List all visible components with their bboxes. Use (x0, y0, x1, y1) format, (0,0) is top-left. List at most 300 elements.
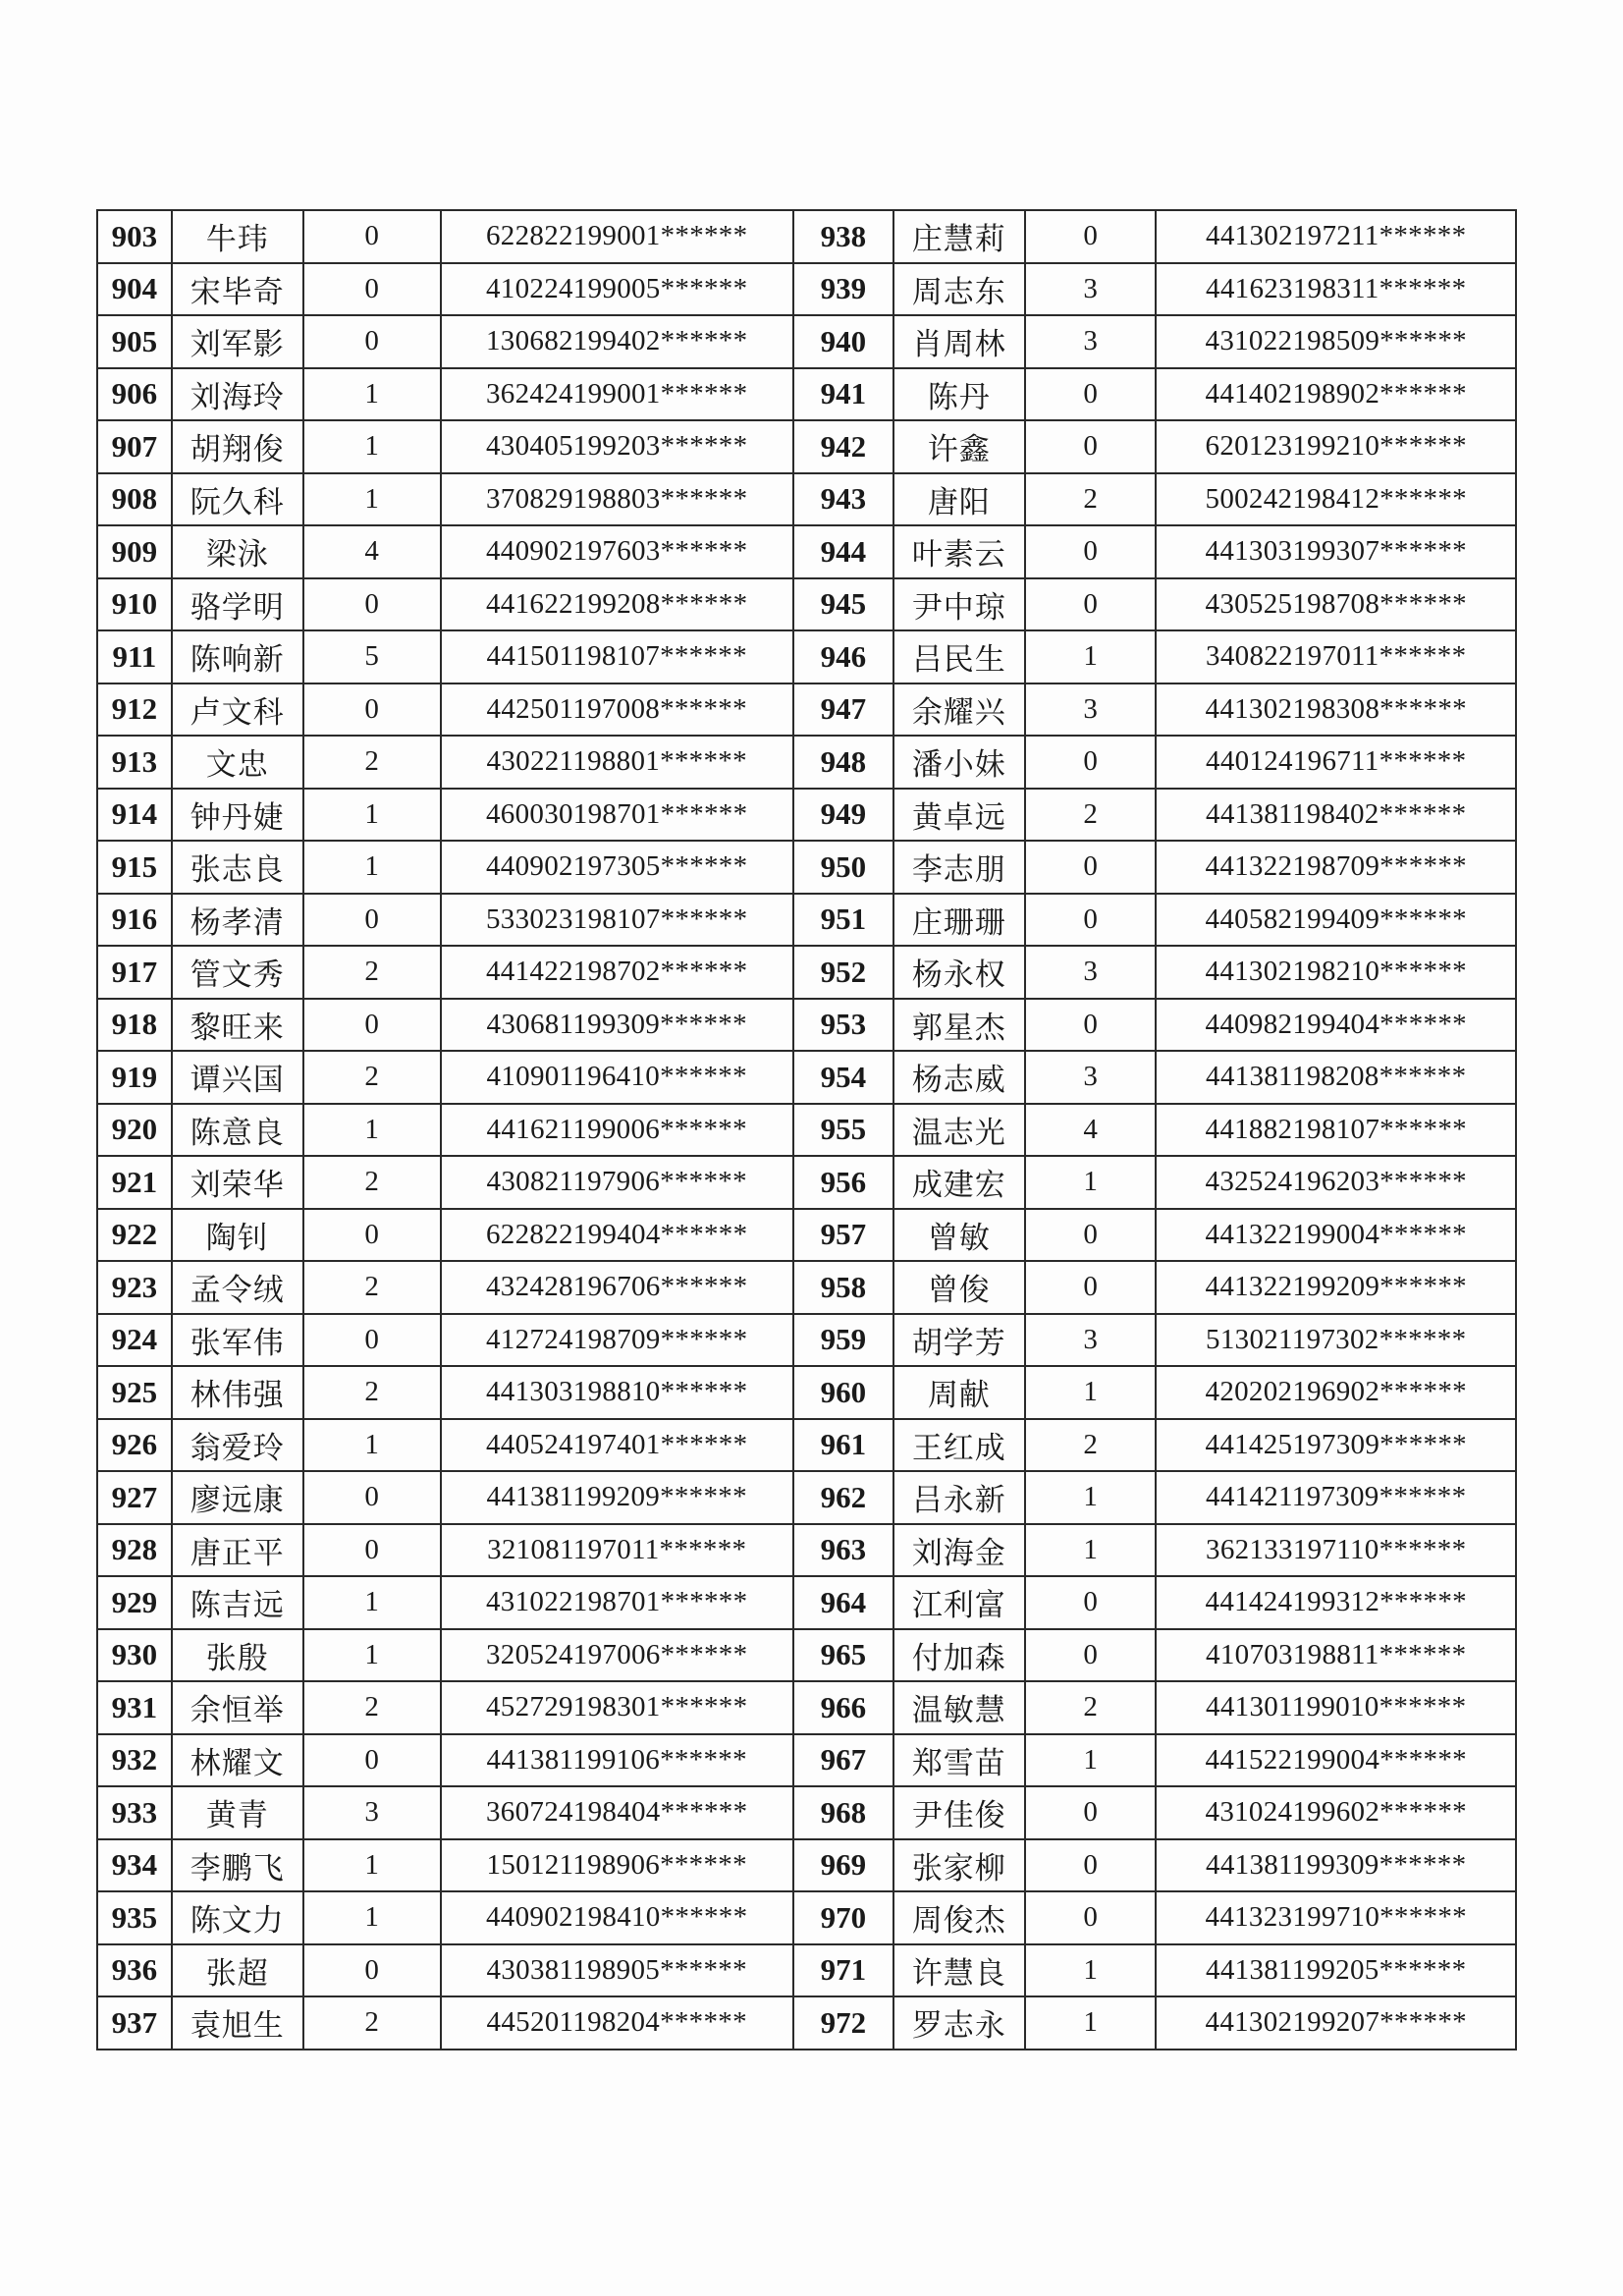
right-id-number-cell: 441425197309****** (1156, 1419, 1516, 1472)
right-person-name-cell: 郑雪苗 (893, 1734, 1025, 1787)
right-count-value-cell: 3 (1025, 1051, 1157, 1104)
left-count-value-cell: 0 (303, 999, 441, 1052)
left-record-number-cell: 907 (97, 420, 172, 473)
left-record-number-cell: 904 (97, 263, 172, 316)
table-row (97, 789, 1516, 842)
left-count-value-cell: 2 (303, 1156, 441, 1209)
table-row (97, 1524, 1516, 1577)
table-row (97, 1629, 1516, 1682)
left-id-number-cell: 622822199404****** (441, 1209, 793, 1262)
left-record-number-cell: 920 (97, 1104, 172, 1157)
right-record-number-cell: 966 (793, 1681, 893, 1734)
right-person-name-cell: 许慧良 (893, 1944, 1025, 1997)
right-count-value-cell: 0 (1025, 1261, 1157, 1314)
left-record-number-cell: 917 (97, 946, 172, 999)
right-id-number-cell: 441303199307****** (1156, 525, 1516, 578)
left-id-number-cell: 441422198702****** (441, 946, 793, 999)
right-id-number-cell: 513021197302****** (1156, 1314, 1516, 1367)
left-count-value-cell: 3 (303, 1786, 441, 1839)
table-row (97, 1051, 1516, 1104)
right-count-value-cell: 1 (1025, 630, 1157, 683)
table-row (97, 1366, 1516, 1419)
right-person-name-cell: 温敏慧 (893, 1681, 1025, 1734)
right-record-number-cell: 953 (793, 999, 893, 1052)
left-person-name-cell: 管文秀 (172, 946, 303, 999)
right-id-number-cell: 441381198402****** (1156, 789, 1516, 842)
left-count-value-cell: 0 (303, 894, 441, 947)
left-count-value-cell: 0 (303, 315, 441, 368)
right-person-name-cell: 周俊杰 (893, 1891, 1025, 1944)
right-person-name-cell: 张家柳 (893, 1839, 1025, 1892)
left-person-name-cell: 牛玮 (172, 210, 303, 263)
left-count-value-cell: 1 (303, 789, 441, 842)
right-id-number-cell: 441302199207****** (1156, 1996, 1516, 2050)
left-record-number-cell: 928 (97, 1524, 172, 1577)
right-count-value-cell: 0 (1025, 1786, 1157, 1839)
right-record-number-cell: 958 (793, 1261, 893, 1314)
left-person-name-cell: 袁旭生 (172, 1996, 303, 2050)
left-person-name-cell: 张志良 (172, 841, 303, 894)
left-id-number-cell: 320524197006****** (441, 1629, 793, 1682)
left-count-value-cell: 1 (303, 1629, 441, 1682)
right-person-name-cell: 吕民生 (893, 630, 1025, 683)
left-person-name-cell: 陈吉远 (172, 1576, 303, 1629)
right-person-name-cell: 成建宏 (893, 1156, 1025, 1209)
left-id-number-cell: 441381199106****** (441, 1734, 793, 1787)
right-count-value-cell: 1 (1025, 1366, 1157, 1419)
left-count-value-cell: 2 (303, 1681, 441, 1734)
left-id-number-cell: 430381198905****** (441, 1944, 793, 1997)
left-id-number-cell: 150121198906****** (441, 1839, 793, 1892)
left-count-value-cell: 1 (303, 473, 441, 526)
right-id-number-cell: 441322199209****** (1156, 1261, 1516, 1314)
right-count-value-cell: 0 (1025, 999, 1157, 1052)
left-id-number-cell: 442501197008****** (441, 683, 793, 737)
right-record-number-cell: 960 (793, 1366, 893, 1419)
right-record-number-cell: 950 (793, 841, 893, 894)
right-record-number-cell: 965 (793, 1629, 893, 1682)
right-count-value-cell: 3 (1025, 263, 1157, 316)
right-count-value-cell: 3 (1025, 683, 1157, 737)
right-count-value-cell: 2 (1025, 1681, 1157, 1734)
left-record-number-cell: 915 (97, 841, 172, 894)
right-person-name-cell: 李志朋 (893, 841, 1025, 894)
right-person-name-cell: 尹中琼 (893, 578, 1025, 631)
right-record-number-cell: 942 (793, 420, 893, 473)
right-person-name-cell: 陈丹 (893, 368, 1025, 421)
right-person-name-cell: 杨永权 (893, 946, 1025, 999)
left-id-number-cell: 410224199005****** (441, 263, 793, 316)
left-person-name-cell: 陈意良 (172, 1104, 303, 1157)
right-record-number-cell: 943 (793, 473, 893, 526)
left-record-number-cell: 930 (97, 1629, 172, 1682)
right-count-value-cell: 0 (1025, 1209, 1157, 1262)
left-record-number-cell: 921 (97, 1156, 172, 1209)
left-record-number-cell: 914 (97, 789, 172, 842)
left-id-number-cell: 441622199208****** (441, 578, 793, 631)
left-record-number-cell: 936 (97, 1944, 172, 1997)
right-count-value-cell: 1 (1025, 1156, 1157, 1209)
left-record-number-cell: 912 (97, 683, 172, 737)
left-count-value-cell: 1 (303, 1104, 441, 1157)
left-count-value-cell: 1 (303, 1891, 441, 1944)
table-row (97, 1891, 1516, 1944)
left-person-name-cell: 文忠 (172, 736, 303, 789)
left-person-name-cell: 宋毕奇 (172, 263, 303, 316)
table-row (97, 1209, 1516, 1262)
table-row (97, 420, 1516, 473)
right-person-name-cell: 庄慧莉 (893, 210, 1025, 263)
right-id-number-cell: 441522199004****** (1156, 1734, 1516, 1787)
table-row (97, 894, 1516, 947)
table-row (97, 1996, 1516, 2050)
left-id-number-cell: 130682199402****** (441, 315, 793, 368)
left-person-name-cell: 翁爱玲 (172, 1419, 303, 1472)
left-id-number-cell: 430405199203****** (441, 420, 793, 473)
left-count-value-cell: 0 (303, 578, 441, 631)
right-record-number-cell: 962 (793, 1471, 893, 1524)
right-person-name-cell: 王红成 (893, 1419, 1025, 1472)
right-id-number-cell: 441623198311****** (1156, 263, 1516, 316)
left-id-number-cell: 362424199001****** (441, 368, 793, 421)
left-count-value-cell: 4 (303, 525, 441, 578)
left-count-value-cell: 1 (303, 841, 441, 894)
table-row (97, 473, 1516, 526)
left-person-name-cell: 阮久科 (172, 473, 303, 526)
left-person-name-cell: 杨孝清 (172, 894, 303, 947)
right-person-name-cell: 周献 (893, 1366, 1025, 1419)
right-record-number-cell: 971 (793, 1944, 893, 1997)
right-record-number-cell: 955 (793, 1104, 893, 1157)
left-count-value-cell: 5 (303, 630, 441, 683)
left-id-number-cell: 440902197305****** (441, 841, 793, 894)
right-id-number-cell: 410703198811****** (1156, 1629, 1516, 1682)
left-person-name-cell: 刘荣华 (172, 1156, 303, 1209)
right-person-name-cell: 郭星杰 (893, 999, 1025, 1052)
left-record-number-cell: 931 (97, 1681, 172, 1734)
left-person-name-cell: 梁泳 (172, 525, 303, 578)
left-person-name-cell: 余恒举 (172, 1681, 303, 1734)
left-record-number-cell: 909 (97, 525, 172, 578)
right-record-number-cell: 948 (793, 736, 893, 789)
right-count-value-cell: 0 (1025, 1839, 1157, 1892)
table-row (97, 1734, 1516, 1787)
right-record-number-cell: 949 (793, 789, 893, 842)
left-id-number-cell: 410901196410****** (441, 1051, 793, 1104)
left-record-number-cell: 929 (97, 1576, 172, 1629)
left-record-number-cell: 925 (97, 1366, 172, 1419)
left-person-name-cell: 林伟强 (172, 1366, 303, 1419)
right-record-number-cell: 956 (793, 1156, 893, 1209)
right-id-number-cell: 420202196902****** (1156, 1366, 1516, 1419)
table-row (97, 736, 1516, 789)
left-id-number-cell: 360724198404****** (441, 1786, 793, 1839)
left-count-value-cell: 0 (303, 683, 441, 737)
right-id-number-cell: 441402198902****** (1156, 368, 1516, 421)
left-record-number-cell: 903 (97, 210, 172, 263)
table-row (97, 1471, 1516, 1524)
right-record-number-cell: 972 (793, 1996, 893, 2050)
left-count-value-cell: 0 (303, 1209, 441, 1262)
right-id-number-cell: 500242198412****** (1156, 473, 1516, 526)
right-id-number-cell: 441882198107****** (1156, 1104, 1516, 1157)
left-person-name-cell: 刘军影 (172, 315, 303, 368)
left-person-name-cell: 陶钊 (172, 1209, 303, 1262)
right-person-name-cell: 胡学芳 (893, 1314, 1025, 1367)
table-row (97, 1944, 1516, 1997)
right-count-value-cell: 3 (1025, 315, 1157, 368)
table-row (97, 210, 1516, 263)
table-row (97, 1576, 1516, 1629)
left-person-name-cell: 廖远康 (172, 1471, 303, 1524)
right-count-value-cell: 1 (1025, 1471, 1157, 1524)
right-person-name-cell: 叶素云 (893, 525, 1025, 578)
right-id-number-cell: 440124196711****** (1156, 736, 1516, 789)
left-person-name-cell: 张超 (172, 1944, 303, 1997)
left-id-number-cell: 431022198701****** (441, 1576, 793, 1629)
table-row (97, 1156, 1516, 1209)
right-count-value-cell: 0 (1025, 1891, 1157, 1944)
left-count-value-cell: 2 (303, 1366, 441, 1419)
table-row (97, 1839, 1516, 1892)
left-count-value-cell: 1 (303, 1839, 441, 1892)
left-record-number-cell: 905 (97, 315, 172, 368)
left-person-name-cell: 孟令绒 (172, 1261, 303, 1314)
table-row (97, 1786, 1516, 1839)
right-person-name-cell: 吕永新 (893, 1471, 1025, 1524)
table-body (97, 210, 1516, 2050)
left-record-number-cell: 911 (97, 630, 172, 683)
right-count-value-cell: 3 (1025, 946, 1157, 999)
left-record-number-cell: 932 (97, 1734, 172, 1787)
table-row (97, 683, 1516, 737)
right-id-number-cell: 620123199210****** (1156, 420, 1516, 473)
table-row (97, 1261, 1516, 1314)
right-person-name-cell: 余耀兴 (893, 683, 1025, 737)
right-record-number-cell: 945 (793, 578, 893, 631)
left-count-value-cell: 0 (303, 1944, 441, 1997)
left-person-name-cell: 黄青 (172, 1786, 303, 1839)
right-id-number-cell: 441322199004****** (1156, 1209, 1516, 1262)
right-count-value-cell: 0 (1025, 894, 1157, 947)
right-id-number-cell: 440582199409****** (1156, 894, 1516, 947)
left-person-name-cell: 黎旺来 (172, 999, 303, 1052)
right-id-number-cell: 441381199205****** (1156, 1944, 1516, 1997)
right-count-value-cell: 1 (1025, 1524, 1157, 1577)
left-record-number-cell: 924 (97, 1314, 172, 1367)
right-person-name-cell: 唐阳 (893, 473, 1025, 526)
left-person-name-cell: 张殷 (172, 1629, 303, 1682)
left-person-name-cell: 谭兴国 (172, 1051, 303, 1104)
right-id-number-cell: 340822197011****** (1156, 630, 1516, 683)
right-count-value-cell: 0 (1025, 1576, 1157, 1629)
left-record-number-cell: 934 (97, 1839, 172, 1892)
right-id-number-cell: 430525198708****** (1156, 578, 1516, 631)
left-person-name-cell: 卢文科 (172, 683, 303, 737)
right-record-number-cell: 957 (793, 1209, 893, 1262)
left-id-number-cell: 430681199309****** (441, 999, 793, 1052)
left-count-value-cell: 1 (303, 368, 441, 421)
right-count-value-cell: 3 (1025, 1314, 1157, 1367)
right-id-number-cell: 441322198709****** (1156, 841, 1516, 894)
right-id-number-cell: 432524196203****** (1156, 1156, 1516, 1209)
right-person-name-cell: 黄卓远 (893, 789, 1025, 842)
left-count-value-cell: 2 (303, 1051, 441, 1104)
right-person-name-cell: 曾敏 (893, 1209, 1025, 1262)
table-row (97, 525, 1516, 578)
right-count-value-cell: 0 (1025, 210, 1157, 263)
right-count-value-cell: 1 (1025, 1734, 1157, 1787)
left-id-number-cell: 432428196706****** (441, 1261, 793, 1314)
right-count-value-cell: 2 (1025, 789, 1157, 842)
table-row (97, 630, 1516, 683)
right-id-number-cell: 441302198210****** (1156, 946, 1516, 999)
left-id-number-cell: 441501198107****** (441, 630, 793, 683)
left-person-name-cell: 钟丹婕 (172, 789, 303, 842)
right-record-number-cell: 939 (793, 263, 893, 316)
right-person-name-cell: 潘小妹 (893, 736, 1025, 789)
right-person-name-cell: 刘海金 (893, 1524, 1025, 1577)
table-row (97, 315, 1516, 368)
left-record-number-cell: 926 (97, 1419, 172, 1472)
right-count-value-cell: 2 (1025, 1419, 1157, 1472)
right-count-value-cell: 1 (1025, 1996, 1157, 2050)
right-person-name-cell: 庄珊珊 (893, 894, 1025, 947)
left-record-number-cell: 933 (97, 1786, 172, 1839)
right-person-name-cell: 曾俊 (893, 1261, 1025, 1314)
left-record-number-cell: 908 (97, 473, 172, 526)
right-person-name-cell: 肖周林 (893, 315, 1025, 368)
right-id-number-cell: 441302198308****** (1156, 683, 1516, 737)
left-record-number-cell: 923 (97, 1261, 172, 1314)
right-count-value-cell: 0 (1025, 525, 1157, 578)
table-row (97, 263, 1516, 316)
left-record-number-cell: 906 (97, 368, 172, 421)
left-record-number-cell: 916 (97, 894, 172, 947)
right-id-number-cell: 441301199010****** (1156, 1681, 1516, 1734)
left-id-number-cell: 370829198803****** (441, 473, 793, 526)
right-record-number-cell: 967 (793, 1734, 893, 1787)
table-row (97, 1681, 1516, 1734)
right-record-number-cell: 970 (793, 1891, 893, 1944)
right-record-number-cell: 938 (793, 210, 893, 263)
right-record-number-cell: 951 (793, 894, 893, 947)
left-id-number-cell: 460030198701****** (441, 789, 793, 842)
right-count-value-cell: 0 (1025, 420, 1157, 473)
left-count-value-cell: 2 (303, 736, 441, 789)
left-id-number-cell: 445201198204****** (441, 1996, 793, 2050)
right-id-number-cell: 441381198208****** (1156, 1051, 1516, 1104)
left-count-value-cell: 0 (303, 1471, 441, 1524)
left-person-name-cell: 胡翔俊 (172, 420, 303, 473)
left-id-number-cell: 412724198709****** (441, 1314, 793, 1367)
left-person-name-cell: 林耀文 (172, 1734, 303, 1787)
right-record-number-cell: 954 (793, 1051, 893, 1104)
left-record-number-cell: 927 (97, 1471, 172, 1524)
right-person-name-cell: 尹佳俊 (893, 1786, 1025, 1839)
right-record-number-cell: 961 (793, 1419, 893, 1472)
left-record-number-cell: 918 (97, 999, 172, 1052)
left-count-value-cell: 0 (303, 1314, 441, 1367)
left-count-value-cell: 1 (303, 1419, 441, 1472)
left-count-value-cell: 0 (303, 1734, 441, 1787)
right-record-number-cell: 963 (793, 1524, 893, 1577)
right-record-number-cell: 947 (793, 683, 893, 737)
right-person-name-cell: 杨志威 (893, 1051, 1025, 1104)
right-id-number-cell: 441421197309****** (1156, 1471, 1516, 1524)
table-row (97, 999, 1516, 1052)
right-record-number-cell: 944 (793, 525, 893, 578)
table-row (97, 368, 1516, 421)
right-person-name-cell: 罗志永 (893, 1996, 1025, 2050)
left-count-value-cell: 0 (303, 263, 441, 316)
right-count-value-cell: 2 (1025, 473, 1157, 526)
left-id-number-cell: 441621199006****** (441, 1104, 793, 1157)
left-count-value-cell: 2 (303, 946, 441, 999)
right-count-value-cell: 0 (1025, 841, 1157, 894)
left-person-name-cell: 陈文力 (172, 1891, 303, 1944)
left-person-name-cell: 陈响新 (172, 630, 303, 683)
left-id-number-cell: 622822199001****** (441, 210, 793, 263)
left-id-number-cell: 430221198801****** (441, 736, 793, 789)
left-person-name-cell: 李鹏飞 (172, 1839, 303, 1892)
right-count-value-cell: 0 (1025, 578, 1157, 631)
right-id-number-cell: 431024199602****** (1156, 1786, 1516, 1839)
left-count-value-cell: 0 (303, 1524, 441, 1577)
right-id-number-cell: 441424199312****** (1156, 1576, 1516, 1629)
right-record-number-cell: 964 (793, 1576, 893, 1629)
left-person-name-cell: 骆学明 (172, 578, 303, 631)
left-record-number-cell: 937 (97, 1996, 172, 2050)
left-record-number-cell: 910 (97, 578, 172, 631)
left-id-number-cell: 440902197603****** (441, 525, 793, 578)
left-count-value-cell: 1 (303, 420, 441, 473)
left-id-number-cell: 321081197011****** (441, 1524, 793, 1577)
right-record-number-cell: 952 (793, 946, 893, 999)
left-id-number-cell: 430821197906****** (441, 1156, 793, 1209)
right-id-number-cell: 441323199710****** (1156, 1891, 1516, 1944)
left-id-number-cell: 441381199209****** (441, 1471, 793, 1524)
right-id-number-cell: 362133197110****** (1156, 1524, 1516, 1577)
right-count-value-cell: 4 (1025, 1104, 1157, 1157)
left-id-number-cell: 533023198107****** (441, 894, 793, 947)
left-id-number-cell: 440902198410****** (441, 1891, 793, 1944)
right-person-name-cell: 温志光 (893, 1104, 1025, 1157)
right-count-value-cell: 0 (1025, 1629, 1157, 1682)
left-id-number-cell: 452729198301****** (441, 1681, 793, 1734)
right-person-name-cell: 周志东 (893, 263, 1025, 316)
roster-table (96, 209, 1517, 2050)
right-record-number-cell: 959 (793, 1314, 893, 1367)
right-count-value-cell: 0 (1025, 368, 1157, 421)
left-person-name-cell: 张军伟 (172, 1314, 303, 1367)
left-count-value-cell: 1 (303, 1576, 441, 1629)
table-row (97, 946, 1516, 999)
table-row (97, 1104, 1516, 1157)
right-record-number-cell: 946 (793, 630, 893, 683)
right-person-name-cell: 许鑫 (893, 420, 1025, 473)
left-record-number-cell: 922 (97, 1209, 172, 1262)
left-person-name-cell: 刘海玲 (172, 368, 303, 421)
right-record-number-cell: 940 (793, 315, 893, 368)
right-count-value-cell: 0 (1025, 736, 1157, 789)
right-id-number-cell: 440982199404****** (1156, 999, 1516, 1052)
right-person-name-cell: 江利富 (893, 1576, 1025, 1629)
right-id-number-cell: 431022198509****** (1156, 315, 1516, 368)
right-id-number-cell: 441381199309****** (1156, 1839, 1516, 1892)
table-row (97, 841, 1516, 894)
left-record-number-cell: 913 (97, 736, 172, 789)
